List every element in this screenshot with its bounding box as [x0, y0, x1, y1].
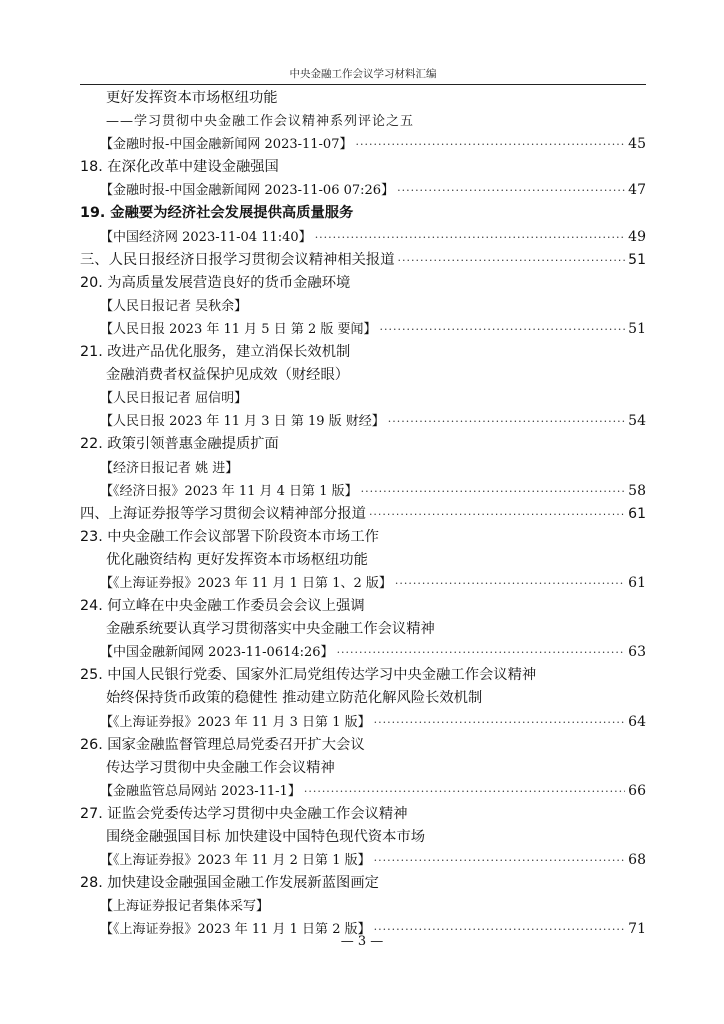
toc-entry-text: 【《经济日报》2023 年 11 月 4 日第 1 版】 — [100, 483, 358, 499]
toc-entry-text: 【人民日报 2023 年 11 月 3 日 第 19 版 财经】 — [100, 414, 385, 430]
dot-leader — [398, 249, 626, 272]
toc-entry-text: 【《上海证券报》2023 年 11 月 1 日第 2 版】 — [100, 922, 371, 938]
toc-page-number: 49 — [628, 228, 646, 245]
toc-line-title: 21. 改进产品优化服务，建立消保长效机制 — [80, 344, 351, 361]
toc-entry-text: 【人民日报 2023 年 11 月 5 日 第 2 版 要闻】 — [100, 321, 377, 337]
toc-line-author: 【人民日报记者 屈信明】 — [100, 391, 248, 407]
toc-page-number: 61 — [628, 505, 646, 522]
toc-line-src — [80, 780, 646, 803]
toc-entry-text: 【《上海证券报》2023 年 11 月 3 日第 1 版】 — [100, 714, 371, 730]
toc-entry-text: 【《上海证券报》2023 年 11 月 2 日第 1 版】 — [100, 853, 371, 869]
toc-entry-text: 【金融监管总局网站 2023-11-1】 — [100, 783, 301, 799]
toc-line-src — [80, 572, 646, 595]
toc-line-src — [80, 480, 646, 503]
dot-leader — [395, 572, 625, 595]
toc-line-title: 28. 加快建设金融强国金融工作发展新蓝图画定 — [80, 875, 379, 892]
toc-line-indent: 金融系统要认真学习贯彻落实中央金融工作会议精神 — [106, 621, 435, 638]
toc-line-indent: 传达学习贯彻中央金融工作会议精神 — [106, 759, 335, 776]
dot-leader — [374, 711, 626, 734]
dot-leader — [388, 410, 625, 433]
toc-line-author: 【人民日报记者 吴秋余】 — [100, 298, 248, 314]
toc-line-src — [80, 711, 646, 734]
toc-page-number: 71 — [628, 921, 646, 938]
toc-line-src — [80, 318, 646, 341]
dot-leader — [397, 179, 625, 202]
toc-line-title: 22. 政策引领普惠金融提质扩面 — [80, 436, 279, 453]
toc-line-title: 24. 何立峰在中央金融工作委员会会议上强调 — [80, 598, 365, 615]
toc-line-indent: 更好发挥资本市场枢纽功能 — [106, 90, 278, 106]
toc-line-section — [80, 249, 646, 272]
toc-entry-text: 【《上海证券报》2023 年 11 月 1 日第 1、2 版】 — [100, 575, 392, 591]
toc-page-number: 58 — [628, 482, 646, 499]
toc-line-indent: 金融消费者权益保护见成效（财经眼） — [106, 367, 350, 384]
dot-leader — [380, 318, 626, 341]
toc-line-title: 18. 在深化改革中建设金融强国 — [80, 159, 279, 176]
toc-line-title: 25. 中国人民银行党委、国家外汇局党组传达学习中央金融工作会议精神 — [80, 667, 537, 684]
toc-line-title: 20. 为高质量发展营造良好的货币金融环境 — [80, 274, 351, 291]
toc-line-title: 23. 中央金融工作会议部署下阶段资本市场工作 — [80, 528, 379, 545]
toc-line-indent: 围绕金融强国目标 加快建设中国特色现代资本市场 — [106, 829, 426, 845]
page-number: — 3 — — [340, 934, 384, 949]
toc-page-number: 63 — [628, 644, 646, 661]
dot-leader — [315, 226, 625, 249]
running-header: 中央金融工作会议学习材料汇编 — [289, 68, 437, 80]
header-divider — [80, 84, 646, 85]
toc-entry-text: 【中国金融新闻网 2023-11-0614:26】 — [100, 645, 334, 661]
toc-page-number: 51 — [628, 320, 646, 337]
toc-entry-text: 三、人民日报经济日报学习贯彻会议精神相关报道 — [80, 251, 395, 268]
toc-line-src — [80, 641, 646, 664]
toc-line-title: 26. 国家金融监督管理总局党委召开扩大会议 — [80, 736, 365, 753]
toc-entry-text: 【中国经济网 2023-11-04 11:40】 — [100, 229, 312, 245]
toc-entry-text: 【金融时报-中国金融新闻网 2023-11-07】 — [100, 137, 353, 153]
dot-leader — [374, 849, 626, 872]
toc-line-section — [80, 503, 646, 526]
toc-page-number: 66 — [628, 782, 646, 799]
toc-page-number: 61 — [628, 574, 646, 591]
toc-line-author: 【上海证券报记者集体采写】 — [100, 899, 270, 915]
toc-page-number: 54 — [628, 413, 646, 430]
dot-leader — [337, 641, 626, 664]
toc-line-src — [80, 849, 646, 872]
toc-line-author: 【经济日报记者 姚 进】 — [100, 460, 239, 476]
toc-line-bold: 19. 金融要为经济社会发展提供高质量服务 — [80, 205, 354, 222]
toc-line-src — [80, 226, 646, 249]
toc-page-number: 64 — [628, 713, 646, 730]
dot-leader — [361, 480, 626, 503]
dot-leader — [369, 503, 625, 526]
toc-page-number: 68 — [628, 852, 646, 869]
toc-line-indent: 优化融资结构 更好发挥资本市场枢纽功能 — [106, 551, 368, 568]
toc-line-title: 27. 证监会党委传达学习贯彻中央金融工作会议精神 — [80, 805, 408, 822]
toc-line-src — [80, 179, 646, 202]
toc-line-src — [80, 410, 646, 433]
dot-leader — [304, 780, 625, 803]
toc-line-dash: ——学习贯彻中央金融工作会议精神系列评论之五 — [106, 114, 415, 130]
toc-page-number: 47 — [628, 182, 646, 199]
toc-page-number: 51 — [628, 251, 646, 268]
table-of-contents — [80, 87, 646, 941]
toc-entry-text: 【金融时报-中国金融新闻网 2023-11-06 07:26】 — [100, 183, 395, 199]
dot-leader — [355, 133, 625, 156]
toc-page-number: 45 — [628, 136, 646, 153]
toc-line-indent: 始终保持货币政策的稳健性 推动建立防范化解风险长效机制 — [106, 690, 483, 707]
toc-line-src — [80, 133, 646, 156]
toc-entry-text: 四、上海证券报等学习贯彻会议精神部分报道 — [80, 505, 366, 522]
